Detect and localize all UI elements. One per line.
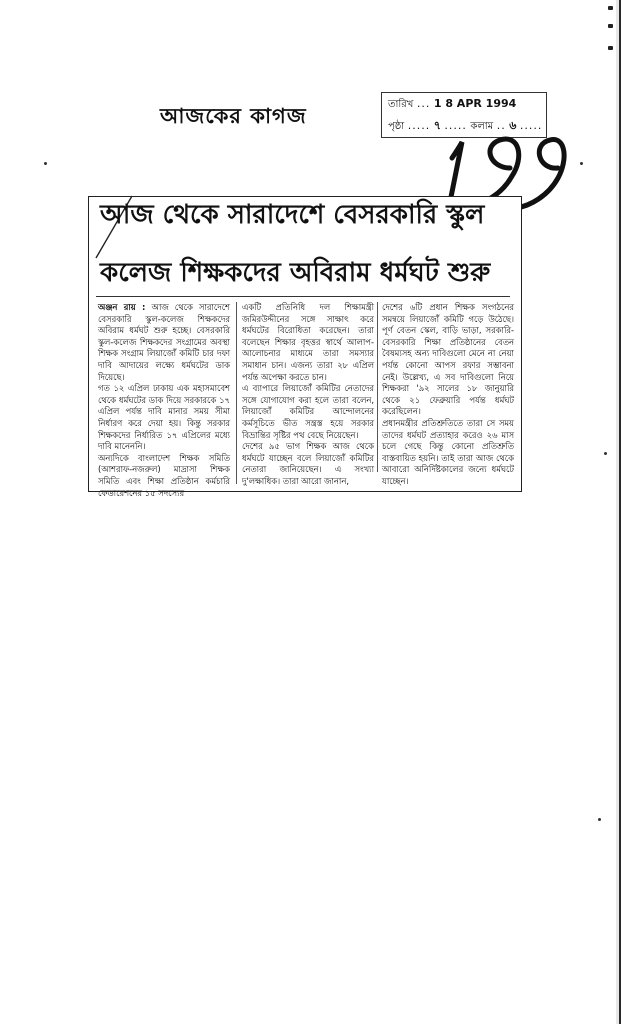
column-paragraph: প্রধানমন্ত্রীর প্রতিশ্রুতিতে তারা সে সময় তাদের ধর্মঘট প্রত্যাহার করেও ২৬ মাস চলে গেছে কিন্তু কোনো প্রতিশ্রুতি বাস্তবায়িত হয়নি। তাই তারা আজ থেকে আবারো অনির্দিষ্টকালের জন্যে ধর্মঘটে যাচ্ছেন। <box>382 417 514 486</box>
stamp-column-value: ৬ <box>509 119 517 132</box>
article-column-2 <box>242 302 374 488</box>
column-paragraph: একটি প্রতিনিধি দল শিক্ষামন্ত্রী জমিরউদ্দীনের সঙ্গে সাক্ষাৎ করে ধর্মঘটের বিরোধিতা করেছেন। তারা বলেছেন শিক্ষার বৃহত্তর স্বার্থে আলাপ-আলোচনার মাধ্যমে তারা সমস্যার সমাধান চান। এজন্য তারা ২৮ এপ্রিল পর্যন্ত অপেক্ষা করতে চান। <box>242 302 374 382</box>
scan-speck <box>604 452 607 455</box>
stamp-page-row: পৃষ্ঠা ..... ৭ ..... কলাম .. ৬ ..... <box>388 119 543 132</box>
stamp-column-label: কলাম <box>470 121 494 132</box>
column-paragraph: অঞ্জন রায় : আজ থেকে সারাদেশে বেসরকারি স্কুল-কলেজ শিক্ষকদের অবিরাম ধর্মঘট শুরু হচ্ছে। বেসরকারি স্কুল-কলেজ শিক্ষকদের সংগ্রামের অবস্থা শিক্ষক সংগ্রাম লিয়াজোঁ কমিটি চার দফা দাবি আদায়ের লক্ষ্যে ধর্মঘটের ডাক দিয়েছে। <box>98 302 231 382</box>
column-paragraph: দেশের ৯৫ ভাগ শিক্ষক আজ থেকে ধর্মঘটে যাচ্ছেন বলে লিয়াজোঁ কমিটির নেতারা জানিয়েছেন। এ সংখ্যা দু'লক্ষাধিক। তারা আরো জানান, <box>242 441 374 486</box>
edge-mark <box>608 24 613 28</box>
byline: অঞ্জন রায় : <box>98 302 146 312</box>
headline-line-1: আজ থেকে সারাদেশে বেসরকারি স্কুল <box>100 200 485 230</box>
scan-speck <box>44 162 47 165</box>
scan-speck <box>598 818 601 821</box>
article-column-1 <box>98 302 230 499</box>
column-paragraph: এ ব্যাপারে লিয়াজোঁ কমিটির নেতাদের সঙ্গে যোগাযোগ করা হলে তারা বলেন, লিয়াজোঁ কমিটির আন্দোলনের কর্মসূচিতে ভীত সন্ত্রস্ত হয়ে সরকার বিভ্রান্তির সৃষ্টির পথ বেছে নিয়েছেন। <box>242 383 374 440</box>
column-divider <box>377 302 378 472</box>
column-paragraph: অন্যদিকে বাংলাদেশ শিক্ষক সমিতি (আশরাফ-নজরুল) মাদ্রাসা শিক্ষক সমিতি এবং শিক্ষা প্রতিষ্ঠান কর্মচারি ফেডারেশনের ১৫ সদস্যের <box>98 452 230 498</box>
scan-speck <box>580 162 583 165</box>
newspaper-masthead: আজকের কাগজ <box>160 103 307 128</box>
headline-line-2: কলেজ শিক্ষকদের অবিরাম ধর্মঘট শুরু <box>100 258 491 288</box>
headline-rule <box>96 296 510 297</box>
article-column-3 <box>382 302 514 488</box>
stamp-date-value: 1 8 APR 1994 <box>433 97 517 110</box>
edge-mark <box>608 6 613 10</box>
stamp-date-row: তারিখ ... 1 8 APR 1994 <box>388 97 517 110</box>
stamp-page-value: ৭ <box>433 119 441 132</box>
edge-mark <box>608 46 613 50</box>
column-paragraph: গত ১২ এপ্রিল ঢাকায় এক মহাসমাবেশ থেকে ধর্মঘটের ডাক দিয়ে সরকারকে ১৭ এপ্রিল পর্যন্ত দাবি মানার সময় সীমা নির্ধারণ করে দেয়া হয়। কিন্তু সরকার শিক্ষকদের নির্ধারিত ১৭ এপ্রিলের মধ্যে দাবি মানেননি। <box>98 383 230 452</box>
stamp-date-label: তারিখ <box>388 99 414 110</box>
stamp-page-label: পৃষ্ঠা <box>388 121 405 132</box>
column-divider <box>236 302 237 484</box>
column-paragraph: দেশের ৬টি প্রধান শিক্ষক সংগঠনের সমন্বয়ে লিয়াজোঁ কমিটি গড়ে উঠেছে। পূর্ণ বেতন স্কেল, বাড়ি ভাড়া, সরকারি-বেসরকারি শিক্ষা প্রতিষ্ঠানের বেতন বৈষম্যসহ অন্য দাবিগুলো মেনে না নেয়া পর্যন্ত কোনো আপস রফার সম্ভাবনা নেই। উল্লেখ্য, এ সব দাবিগুলো নিয়ে শিক্ষকরা '৯২ সালের ১৮ জানুয়ারি থেকে ২১ ফেব্রুয়ারি পর্যন্ত ধর্মঘট করেছিলেন। <box>382 302 514 417</box>
